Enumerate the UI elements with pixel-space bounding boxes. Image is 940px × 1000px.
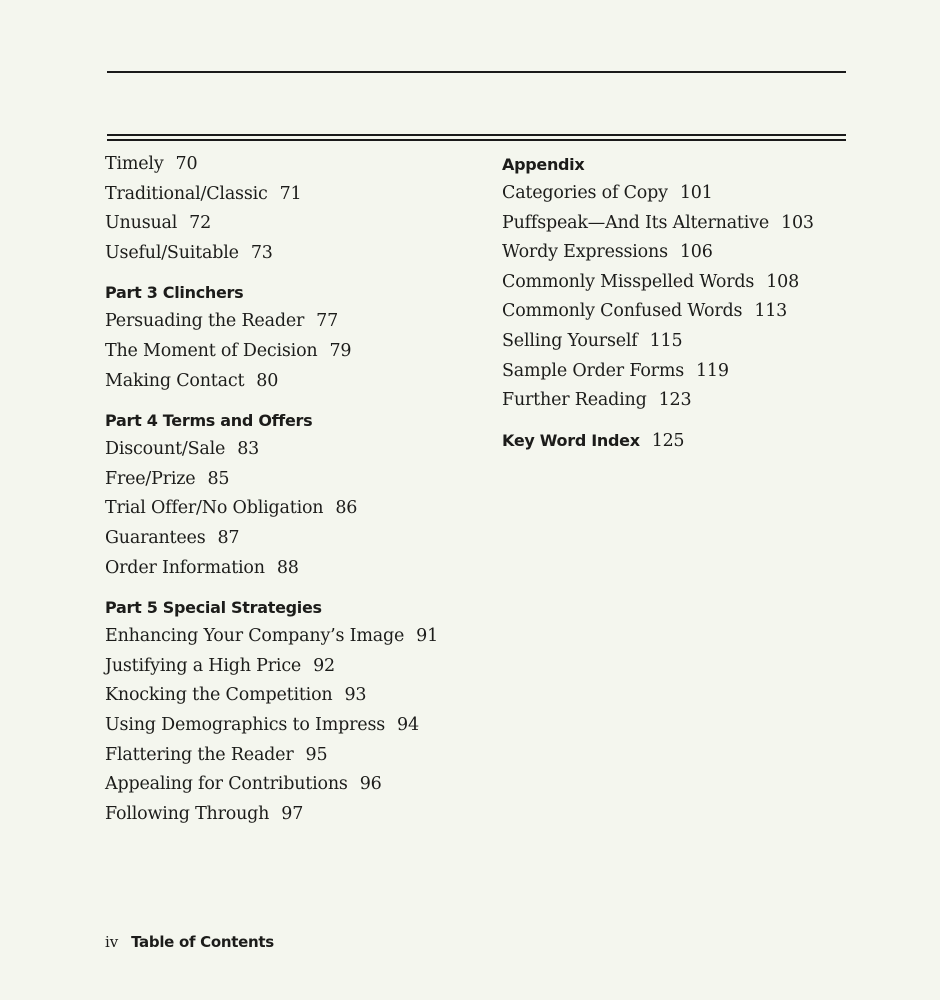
- toc-entry: [502, 238, 862, 268]
- left-column: [105, 150, 485, 829]
- entry-title: Knocking the Competition: [105, 685, 333, 706]
- entry-title: Further Reading: [502, 390, 647, 411]
- entry-page: 88: [276, 557, 299, 578]
- entry-title: Unusual: [105, 213, 178, 234]
- entry-page: 101: [679, 183, 713, 203]
- toc-entry: [105, 209, 485, 239]
- entry-page: 113: [754, 301, 788, 322]
- entry-page: 92: [313, 655, 335, 676]
- toc-entry: [105, 337, 485, 367]
- entry-title: Appealing for Contributions: [105, 774, 348, 795]
- toc-entry: [502, 297, 862, 327]
- entry-title: Discount/Sale: [105, 439, 226, 460]
- entry-page: 86: [335, 498, 358, 519]
- entry-page: 123: [658, 390, 692, 411]
- entry-title: Commonly Confused Words: [502, 301, 743, 322]
- entry-page: 93: [344, 685, 367, 706]
- part5-heading: Part 5 Special Strategies: [105, 598, 322, 618]
- entry-page: 119: [696, 360, 729, 381]
- toc-entry: [502, 357, 862, 387]
- entry-page: 108: [766, 271, 800, 292]
- toc-entry: [105, 770, 485, 800]
- entry-page: 106: [679, 242, 713, 263]
- entry-page: 96: [359, 774, 382, 795]
- entry-title: Commonly Misspelled Words: [502, 271, 755, 292]
- toc-entry: [105, 622, 485, 652]
- key-word-index-label: Key Word Index: [502, 430, 640, 450]
- entry-title: Following Through: [105, 803, 270, 824]
- entry-page: 83: [237, 439, 260, 460]
- key-word-index-heading: [502, 426, 862, 455]
- toc-entry: [105, 435, 485, 465]
- toc-entry: [105, 554, 485, 584]
- toc-entry: [105, 681, 485, 711]
- entry-page: 94: [397, 714, 419, 735]
- key-word-index-page: 125: [651, 430, 685, 451]
- entry-title: Traditional/Classic: [105, 183, 268, 204]
- entry-title: Categories of Copy: [502, 183, 668, 203]
- toc-entry: [502, 268, 862, 298]
- part3-heading: Part 3 Clinchers: [105, 283, 244, 303]
- toc-entry: [105, 465, 485, 495]
- double-rule-upper: [107, 134, 846, 136]
- entry-title: Guarantees: [105, 527, 206, 548]
- entry-title: Free/Prize: [105, 468, 196, 489]
- entry-title: Timely: [105, 154, 164, 174]
- entry-page: 80: [256, 370, 279, 391]
- entry-title: Wordy Expressions: [502, 242, 668, 263]
- entry-page: 77: [316, 311, 339, 332]
- toc-entry: [105, 524, 485, 554]
- entry-page: 95: [305, 744, 328, 765]
- entry-page: 85: [207, 468, 230, 489]
- entry-title: Sample Order Forms: [502, 360, 684, 381]
- toc-entry: [502, 209, 862, 239]
- entry-title: Useful/Suitable: [105, 242, 239, 263]
- toc-entry: [105, 180, 485, 210]
- top-rule: [107, 71, 846, 73]
- entry-page: 87: [217, 527, 240, 548]
- appendix-heading: Appendix: [502, 155, 585, 174]
- entry-page: 72: [189, 213, 212, 234]
- entry-page: 79: [329, 340, 352, 361]
- page-folio: iv: [105, 933, 119, 951]
- entry-page: 70: [175, 154, 198, 174]
- toc-entry: [105, 239, 485, 269]
- toc-entry: [105, 800, 485, 830]
- entry-page: 103: [781, 212, 814, 233]
- toc-entry: [502, 386, 862, 416]
- entry-title: Making Contact: [105, 370, 245, 391]
- toc-entry: [502, 327, 862, 357]
- entry-page: 91: [416, 626, 439, 647]
- entry-title: Enhancing Your Company’s Image: [105, 626, 405, 647]
- entry-page: 73: [250, 242, 273, 263]
- toc-entry: [105, 652, 485, 682]
- toc-entry: [105, 494, 485, 524]
- toc-entry: [105, 711, 485, 741]
- entry-title: Using Demographics to Impress: [105, 714, 386, 735]
- entry-title: Puffspeak—And Its Alternative: [502, 212, 770, 233]
- entry-title: Order Information: [105, 557, 265, 578]
- running-title: Table of Contents: [131, 933, 274, 951]
- entry-title: Selling Yourself: [502, 330, 638, 351]
- entry-title: The Moment of Decision: [105, 340, 318, 361]
- toc-entry: [105, 150, 485, 180]
- page-footer: [105, 933, 274, 951]
- right-column: [502, 150, 862, 455]
- entry-title: Justifying a High Price: [105, 655, 302, 676]
- entry-title: Trial Offer/No Obligation: [105, 498, 324, 519]
- toc-entry: [105, 741, 485, 771]
- toc-entry: [105, 367, 485, 397]
- toc-entry: [502, 179, 862, 209]
- entry-page: 71: [279, 183, 302, 204]
- entry-page: 97: [281, 803, 304, 824]
- toc-entry: [105, 307, 485, 337]
- double-rule-lower: [107, 139, 846, 141]
- entry-page: 115: [649, 330, 683, 351]
- entry-title: Flattering the Reader: [105, 744, 294, 765]
- entry-title: Persuading the Reader: [105, 311, 305, 332]
- part4-heading: Part 4 Terms and Offers: [105, 411, 313, 431]
